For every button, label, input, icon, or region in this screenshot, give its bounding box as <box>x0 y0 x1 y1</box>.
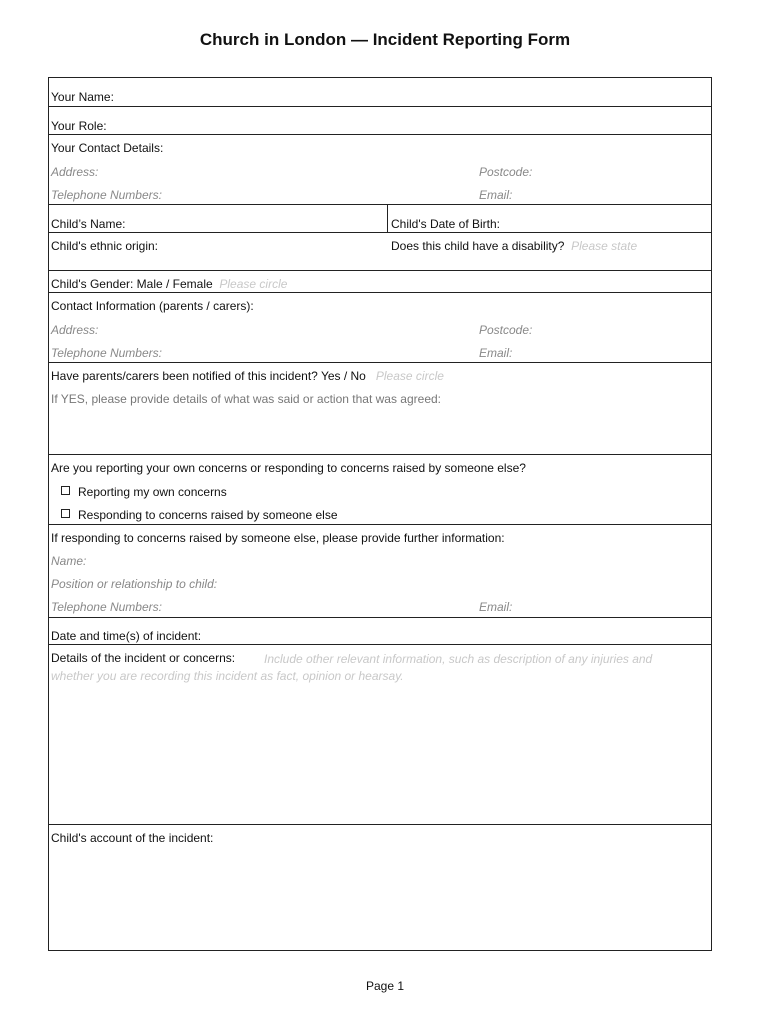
parent-postcode-label: Postcode: <box>479 323 533 337</box>
checkbox-other-concerns[interactable] <box>61 509 70 518</box>
notified-row[interactable] <box>49 362 711 454</box>
further-telephone-label: Telephone Numbers: <box>51 600 162 614</box>
further-name-label: Name: <box>51 554 87 568</box>
child-account-row[interactable] <box>49 824 711 950</box>
details-row[interactable] <box>49 644 711 824</box>
your-telephone-label: Telephone Numbers: <box>51 188 162 202</box>
child-ethnic-row[interactable] <box>49 232 711 270</box>
parent-contact-row[interactable] <box>49 292 711 362</box>
your-role-row[interactable] <box>49 106 711 134</box>
parent-contact-heading: Contact Information (parents / carers): <box>51 299 254 313</box>
page-title: Church in London — Incident Reporting Form <box>199 30 571 49</box>
further-info-row[interactable] <box>49 524 711 617</box>
details-hint: Include other relevant information, such as description of any injuries and whether you are recording this incident as fact, opinion or hearsay. <box>51 652 653 683</box>
child-account-label: Child's account of the incident: <box>51 831 214 845</box>
reporting-row <box>49 454 711 524</box>
parent-address-label: Address: <box>51 323 99 337</box>
page-number: Page 1 <box>365 979 405 993</box>
disability-hint: Please state <box>571 239 638 253</box>
child-ethnic-label: Child's ethnic origin: <box>51 239 159 253</box>
child-name-row[interactable] <box>49 204 711 232</box>
your-address-label: Address: <box>51 165 99 179</box>
your-email-label: Email: <box>479 188 513 202</box>
further-position-label: Position or relationship to child: <box>51 577 218 591</box>
gender-hint: Please circle <box>219 277 288 291</box>
your-name-label: Your Name: <box>51 90 114 104</box>
option-other-concerns[interactable]: Responding to concerns raised by someone else <box>61 508 338 523</box>
gender-row[interactable] <box>49 270 711 292</box>
date-time-label: Date and time(s) of incident: <box>51 629 202 643</box>
notified-details-label: If YES, please provide details of what was said or action that was agreed: <box>51 392 441 406</box>
incident-form <box>48 77 712 951</box>
notified-hint: Please circle <box>375 369 444 383</box>
your-contact-row[interactable] <box>49 134 711 204</box>
details-label: Details of the incident or concerns: <box>51 651 236 665</box>
child-dob-label: Child's Date of Birth: <box>391 217 501 231</box>
parent-telephone-label: Telephone Numbers: <box>51 346 162 360</box>
your-name-row[interactable] <box>49 78 711 106</box>
option-own-concerns[interactable]: Reporting my own concerns <box>61 485 227 500</box>
date-time-row[interactable] <box>49 617 711 644</box>
child-name-label: Child’s Name: <box>51 217 126 231</box>
your-role-label: Your Role: <box>51 119 107 133</box>
notified-label: Have parents/carers been notified of this incident? Yes / No Please circle <box>51 369 444 383</box>
your-postcode-label: Postcode: <box>479 165 533 179</box>
disability-label: Does this child have a disability? Please state <box>391 239 638 253</box>
further-email-label: Email: <box>479 600 513 614</box>
further-info-heading: If responding to concerns raised by someone else, please provide further information: <box>51 531 505 545</box>
your-contact-heading: Your Contact Details: <box>51 141 164 155</box>
checkbox-own-concerns[interactable] <box>61 486 70 495</box>
gender-label: Child's Gender: Male / Female Please circle <box>51 277 288 291</box>
reporting-question: Are you reporting your own concerns or responding to concerns raised by someone else? <box>51 461 526 475</box>
column-divider <box>387 205 388 232</box>
parent-email-label: Email: <box>479 346 513 360</box>
